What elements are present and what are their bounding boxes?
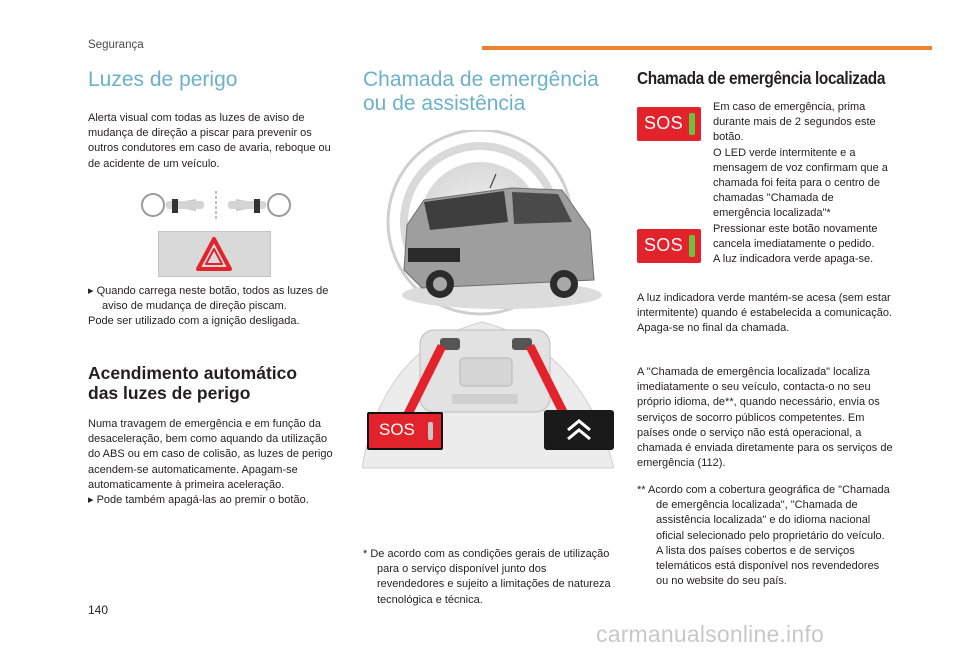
col1-body2: Numa travagem de emergência e em função da desaceleração, bem como aquando da utilização do ABS ou em caso de colisão, as luzes de perigo acendem-se automaticamente. Apagam-se automaticamente à primeira aceleração. [88,418,333,491]
col3-p1: Em caso de emergência, prima durante mais de 2 segundos este botão. [713,101,876,144]
section-label: Segurança [88,39,144,51]
assistance-chevron-icon [544,410,614,450]
col1-bullet1: ▸ Quando carrega neste botão, todos as luzes de aviso de mudança de direção piscam. [88,285,329,313]
col3-p6: Apaga-se no final da chamada. [637,322,790,335]
led-green-indicator [689,235,695,257]
col1-title: Luzes de perigo [88,68,238,91]
hazard-warning-icon [159,232,270,276]
header-accent-bar [482,46,932,50]
assistance-button [544,410,614,450]
led-indicator [428,422,433,440]
bullet-arrow-icon: ▸ [88,494,97,507]
bullet-arrow-icon: ▸ [88,285,97,297]
sos-button-2: SOS [637,229,701,263]
sos-button-1: SOS [637,107,701,141]
col3-footnote2: A lista dos países cobertos e de serviços telemáticos está disponível nos revendedores ou no website do seu país. [656,544,880,588]
van-signal-illustration [362,130,612,320]
led-green-indicator [689,113,695,135]
sos-button-ceiling: SOS [367,412,443,450]
col2-footnote: * De acordo com as condições gerais de utilização para o serviço disponível junto dos revendedores e sujeito a limitações de natureza tecnológica e técnica. [363,548,611,606]
hazard-button-panel [158,231,271,277]
col3-p7: A "Chamada de emergência localizada" localiza imediatamente o seu veículo, contacta-o no seu próprio idioma, de**, quando necessário, envia os serviços de socorro públicos competentes. Em países onde o serviço não está operacional, a chamada é enviada diretamente para os serviços de emergência (112). [637,366,893,470]
ceiling-console-illustration [362,318,614,482]
col3-p3: Pressionar este botão novamente cancela imediatamente o pedido. [713,222,878,250]
col3-p2: O LED verde intermitente e a mensagem de voz confirmam que a chamada foi feita para o centro de chamadas "Chamada de emergência localizada"* [713,146,888,220]
col1-subtitle: Acendimento automático das luzes de perigo [88,363,298,403]
col3-p5: A luz indicadora verde mantém-se acesa (sem estar intermitente) quando é estabelecida a comunicação. [637,292,892,320]
col1-note: Pode ser utilizado com a ignição desligada. [88,315,300,328]
watermark: carmanualsonline.info [596,621,824,647]
col3-p4: A luz indicadora verde apaga-se. [713,253,874,266]
col2-title: Chamada de emergência ou de assistência [363,68,599,115]
col1-intro: Alerta visual com todas as luzes de aviso de mudança de direção a piscar para prevenir os outros condutores em caso de avaria, reboque ou de acidente de um veículo. [88,112,331,170]
col3-footnote: ** Acordo com a cobertura geográfica de "Chamada de emergência localizada", "Chamada de assistência localizada" e do idioma nacional oficial selecionado pelo proprietário do veículo. [637,484,890,542]
col3-title: Chamada de emergência localizada [637,68,886,88]
col1-bullet2: ▸ Pode também apagá-las ao premir o botão. [88,494,309,507]
mirror-lamps-illustration [136,189,296,221]
page-number: 140 [88,603,109,617]
